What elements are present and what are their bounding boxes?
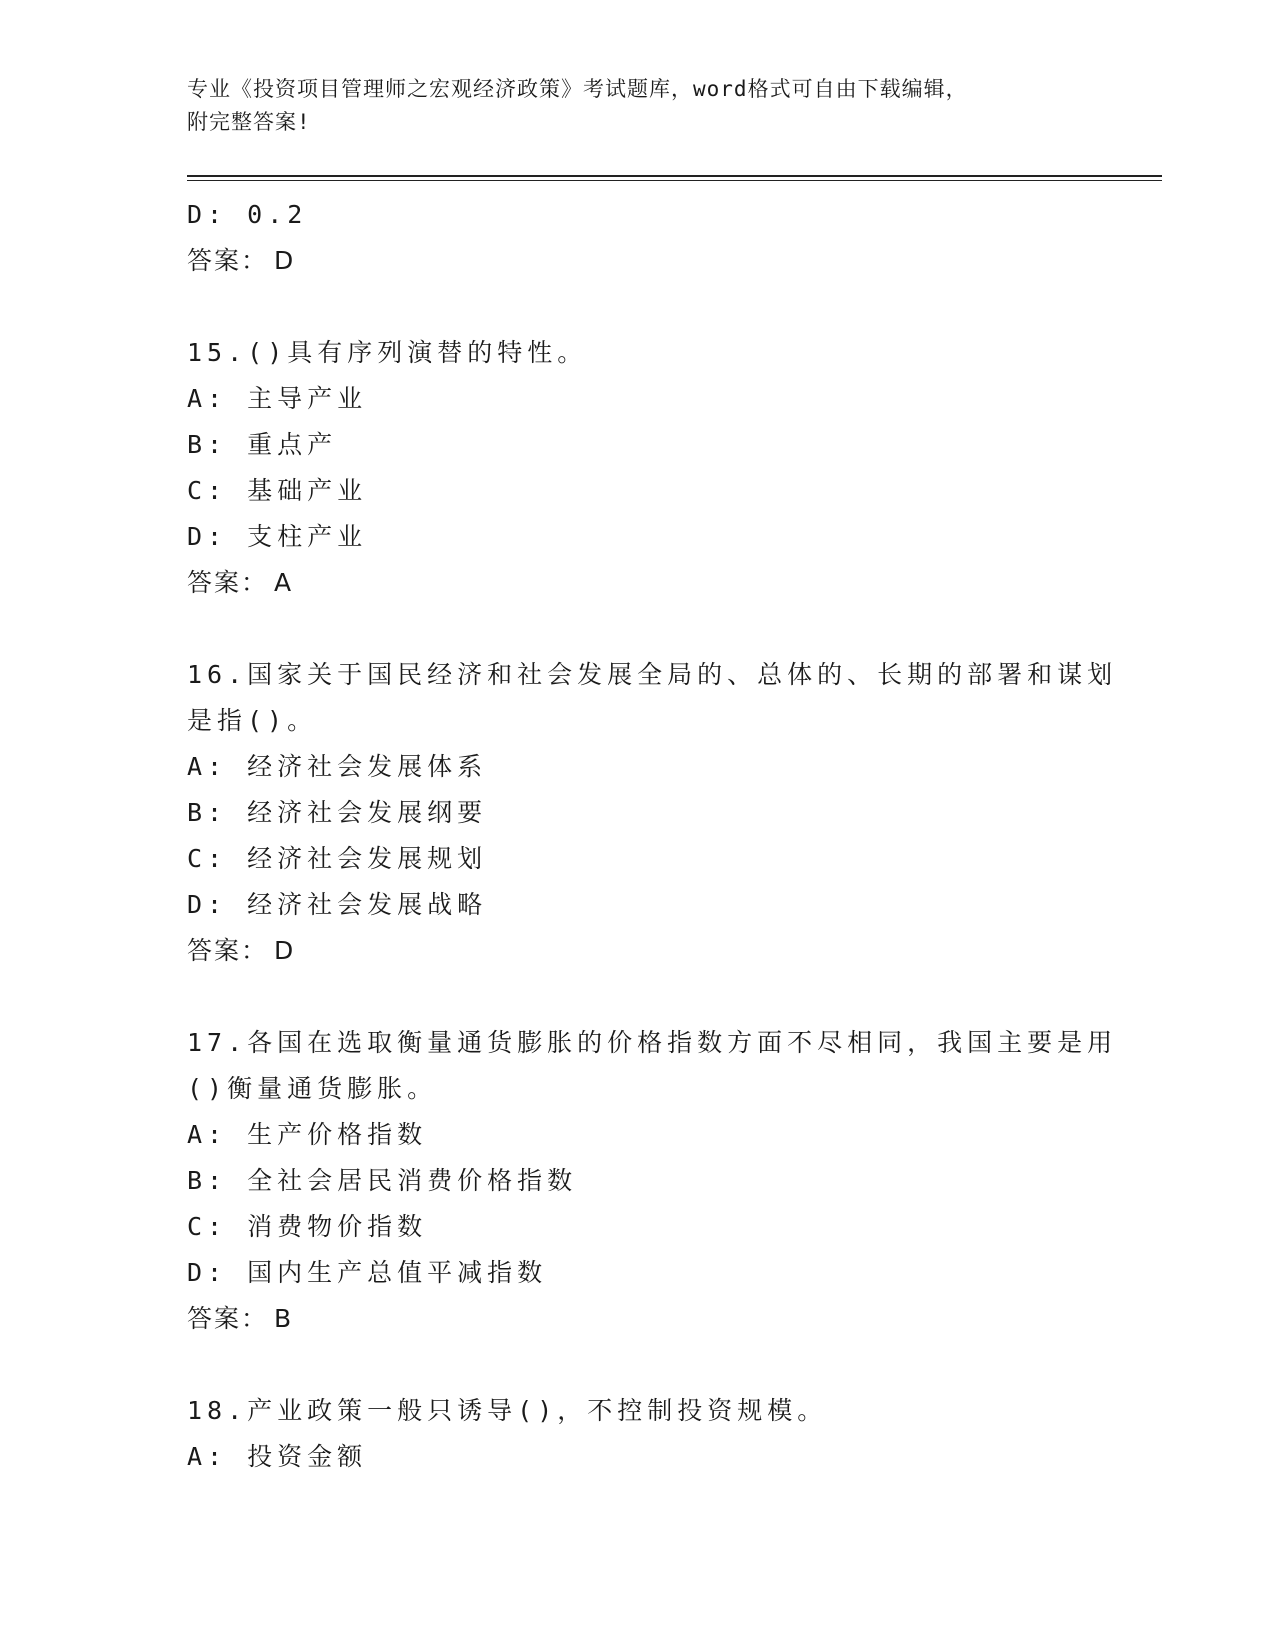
document-body: [187, 192, 1162, 1480]
question-16: [187, 652, 1162, 974]
option-a: A: 主导产业: [187, 384, 368, 413]
option-a: A: 投资金额: [187, 1442, 368, 1471]
question-17: [187, 1020, 1162, 1342]
option-d: D: 经济社会发展战略: [187, 890, 488, 919]
answer-label: 答案: [187, 936, 242, 965]
answer-label: 答案: [187, 568, 242, 597]
option-a: A: 经济社会发展体系: [187, 752, 488, 781]
header-line-2: 附完整答案!: [187, 110, 311, 134]
answer-line: 答案： D: [187, 936, 296, 965]
option-c: C: 基础产业: [187, 476, 368, 505]
question-stem-line-2: 是指()。: [187, 706, 318, 735]
option-c: C: 经济社会发展规划: [187, 844, 488, 873]
question-18: [187, 1388, 1162, 1480]
option-b: B: 全社会居民消费价格指数: [187, 1166, 578, 1195]
option-d: D: 国内生产总值平减指数: [187, 1258, 548, 1287]
option-d: D: 支柱产业: [187, 522, 368, 551]
option-b: B: 经济社会发展纲要: [187, 798, 488, 827]
option-a: A: 生产价格指数: [187, 1120, 428, 1149]
option-c: C: 消费物价指数: [187, 1212, 428, 1241]
option-b: B: 重点产: [187, 430, 338, 459]
question-stem-line-1: 16.国家关于国民经济和社会发展全局的、总体的、长期的部署和谋划: [187, 660, 1118, 689]
answer-label: 答案: [187, 1304, 242, 1333]
answer-value: A: [274, 568, 294, 597]
document-page: [187, 0, 1162, 1480]
answer-line: 答案： D: [187, 246, 296, 275]
header-line-1: 专业《投资项目管理师之宏观经济政策》考试题库，word格式可自由下载编辑，: [187, 77, 968, 101]
answer-value: D: [274, 246, 296, 275]
answer-label: 答案: [187, 246, 242, 275]
question-stem: 18.产业政策一般只诱导()，不控制投资规模。: [187, 1396, 828, 1425]
answer-value: B: [274, 1304, 294, 1333]
answer-line: 答案： B: [187, 1304, 294, 1333]
document-header: [187, 73, 1162, 139]
question-stem: 15.()具有序列演替的特性。: [187, 338, 588, 367]
answer-value: D: [274, 936, 296, 965]
question-15: [187, 330, 1162, 606]
question-stem-line-1: 17.各国在选取衡量通货膨胀的价格指数方面不尽相同，我国主要是用: [187, 1028, 1118, 1057]
header-divider: [187, 175, 1162, 181]
option-d: D: 0.2: [187, 200, 308, 229]
question-stem-line-2: ()衡量通货膨胀。: [187, 1074, 438, 1103]
answer-line: 答案： A: [187, 568, 294, 597]
